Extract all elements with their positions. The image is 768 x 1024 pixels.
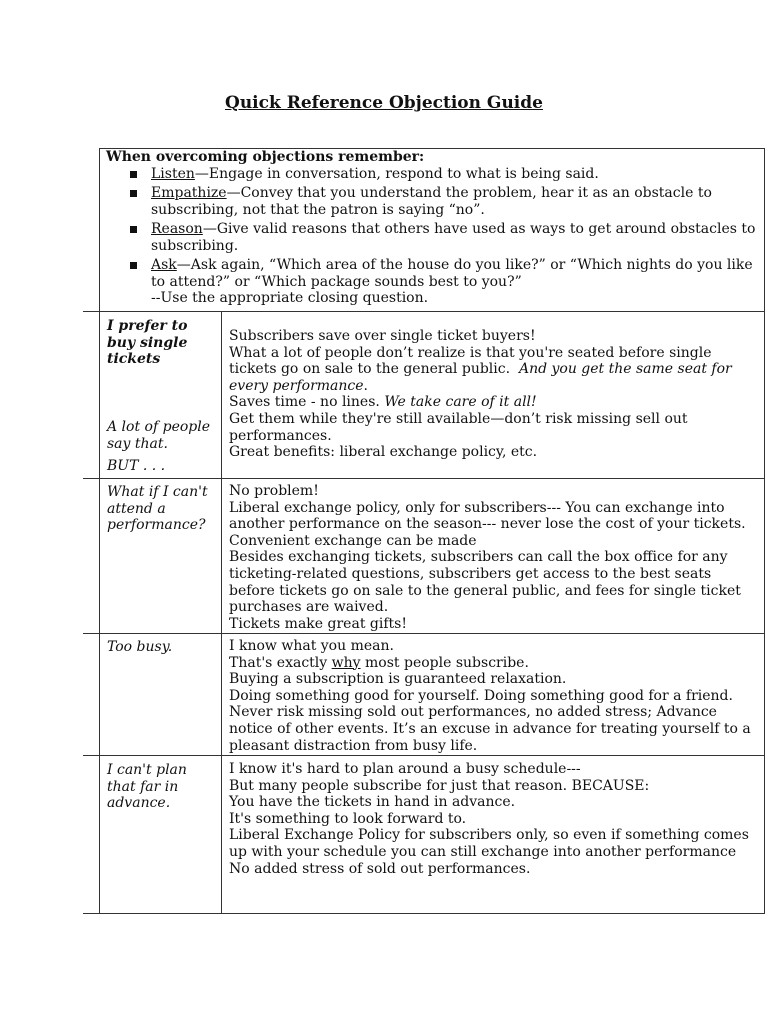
objection-cell	[107, 639, 217, 656]
page-title-text: Quick Reference Objection Guide	[225, 93, 543, 113]
objection-text: I prefer to buy single tickets	[107, 318, 188, 368]
row-divider	[83, 633, 765, 634]
response-text: What a lot of people don’t realize is that you're seated before single tickets go on sale to the general public.	[229, 344, 712, 378]
response-line: You have the tickets in hand in advance.	[229, 794, 516, 811]
bullet-square-icon	[130, 190, 137, 197]
bullet-square-icon	[130, 226, 137, 233]
response-line: Convenient exchange can be made	[229, 532, 477, 549]
response-line: Tickets make great gifts!	[229, 615, 407, 632]
response-emphasis: And you get the same seat for every performance	[229, 361, 732, 394]
response-cell	[229, 761, 761, 877]
response-line: Great benefits: liberal exchange policy, etc.	[229, 444, 538, 461]
objection-cell	[107, 484, 217, 534]
response-text: Saves time - no lines.	[229, 394, 380, 411]
intro-text: —Ask again, “Which area of the house do you like?” or “Which nights do you like to attend?” or “Which package sounds best to you?”	[151, 257, 753, 290]
intro-text: —Give valid reasons that others have used as ways to get around obstacles to subscribing.	[151, 221, 756, 254]
bullet-square-icon	[130, 171, 137, 178]
response-line: Never risk missing sold out performances, no added stress; Advance notice of other events. It’s an excuse in advance for treating yourself to a pleasant distraction from busy life.	[229, 704, 751, 754]
intro-item-ask	[106, 257, 765, 307]
response-line: Buying a subscription is guaranteed relaxation.	[229, 671, 567, 688]
response-line: No added stress of sold out performances.	[229, 860, 531, 877]
objection-text: Too busy.	[107, 639, 173, 655]
response-line	[229, 655, 761, 672]
intro-term: Ask	[151, 257, 177, 273]
response-text: most people subscribe.	[365, 654, 529, 671]
objection-cell	[107, 762, 217, 812]
intro-item-empathize	[106, 185, 765, 218]
response-line: I know what you mean.	[229, 638, 394, 654]
intro-term: Empathize	[151, 185, 227, 201]
objection-aside: A lot of people say that.	[107, 419, 211, 452]
response-line: Subscribers save over single ticket buyers!	[229, 328, 536, 344]
response-line: No problem!	[229, 483, 319, 499]
response-emphasis: We take care of it all!	[384, 394, 537, 411]
objection-text: I can't plan that far in advance.	[107, 762, 187, 812]
response-line: Liberal Exchange Policy for subscribers only, so even if something comes up with your schedule you can still exchange into another performance	[229, 827, 749, 860]
objection-aside: BUT . . .	[107, 457, 166, 474]
intro-term: Reason	[151, 221, 203, 237]
row-divider	[83, 755, 765, 756]
row-divider	[83, 478, 765, 479]
row-divider	[83, 913, 765, 914]
response-cell	[229, 638, 761, 754]
response-cell	[229, 483, 761, 632]
intro-item-listen	[106, 166, 765, 183]
response-cell	[229, 328, 761, 461]
objection-cell	[107, 318, 217, 474]
response-line: Doing something good for yourself. Doing something good for a friend.	[229, 687, 733, 704]
intro-text: —Engage in conversation, respond to what is being said.	[194, 165, 599, 182]
response-emphasis: why	[331, 654, 361, 671]
intro-lead: When overcoming objections remember:	[106, 149, 425, 165]
response-line: Liberal exchange policy, only for subscribers--- You can exchange into another performance on the season--- never lose the cost of your tickets.	[229, 499, 746, 533]
intro-item-reason	[106, 221, 765, 254]
intro-term: Listen	[151, 165, 195, 182]
intro-closing: --Use the appropriate closing question.	[151, 290, 429, 306]
objection-text: What if I can't attend a performance?	[107, 484, 208, 534]
column-divider	[221, 311, 222, 914]
response-line	[229, 394, 761, 411]
bullet-square-icon	[130, 262, 137, 269]
response-text: That's exactly	[229, 654, 328, 671]
response-line: But many people subscribe for just that reason. BECAUSE:	[229, 777, 650, 794]
response-text: .	[363, 377, 368, 394]
intro-section	[99, 148, 765, 312]
intro-list	[106, 166, 765, 307]
response-line: I know it's hard to plan around a busy schedule---	[229, 761, 581, 777]
response-line: Besides exchanging tickets, subscribers can call the box office for any ticketing-related questions, subscribers get access to the best seats before tickets go on sale to the general public, and fees for single ticket purchases are waived.	[229, 549, 741, 616]
intro-text: —Convey that you understand the problem, hear it as an obstacle to subscribing, not that the patron is saying “no”.	[151, 185, 712, 218]
response-line	[229, 345, 761, 395]
page-title	[0, 93, 768, 113]
response-line: It's something to look forward to.	[229, 810, 467, 827]
response-line: Get them while they're still available—don’t risk missing sell out performances.	[229, 410, 688, 444]
row-divider	[83, 311, 765, 312]
